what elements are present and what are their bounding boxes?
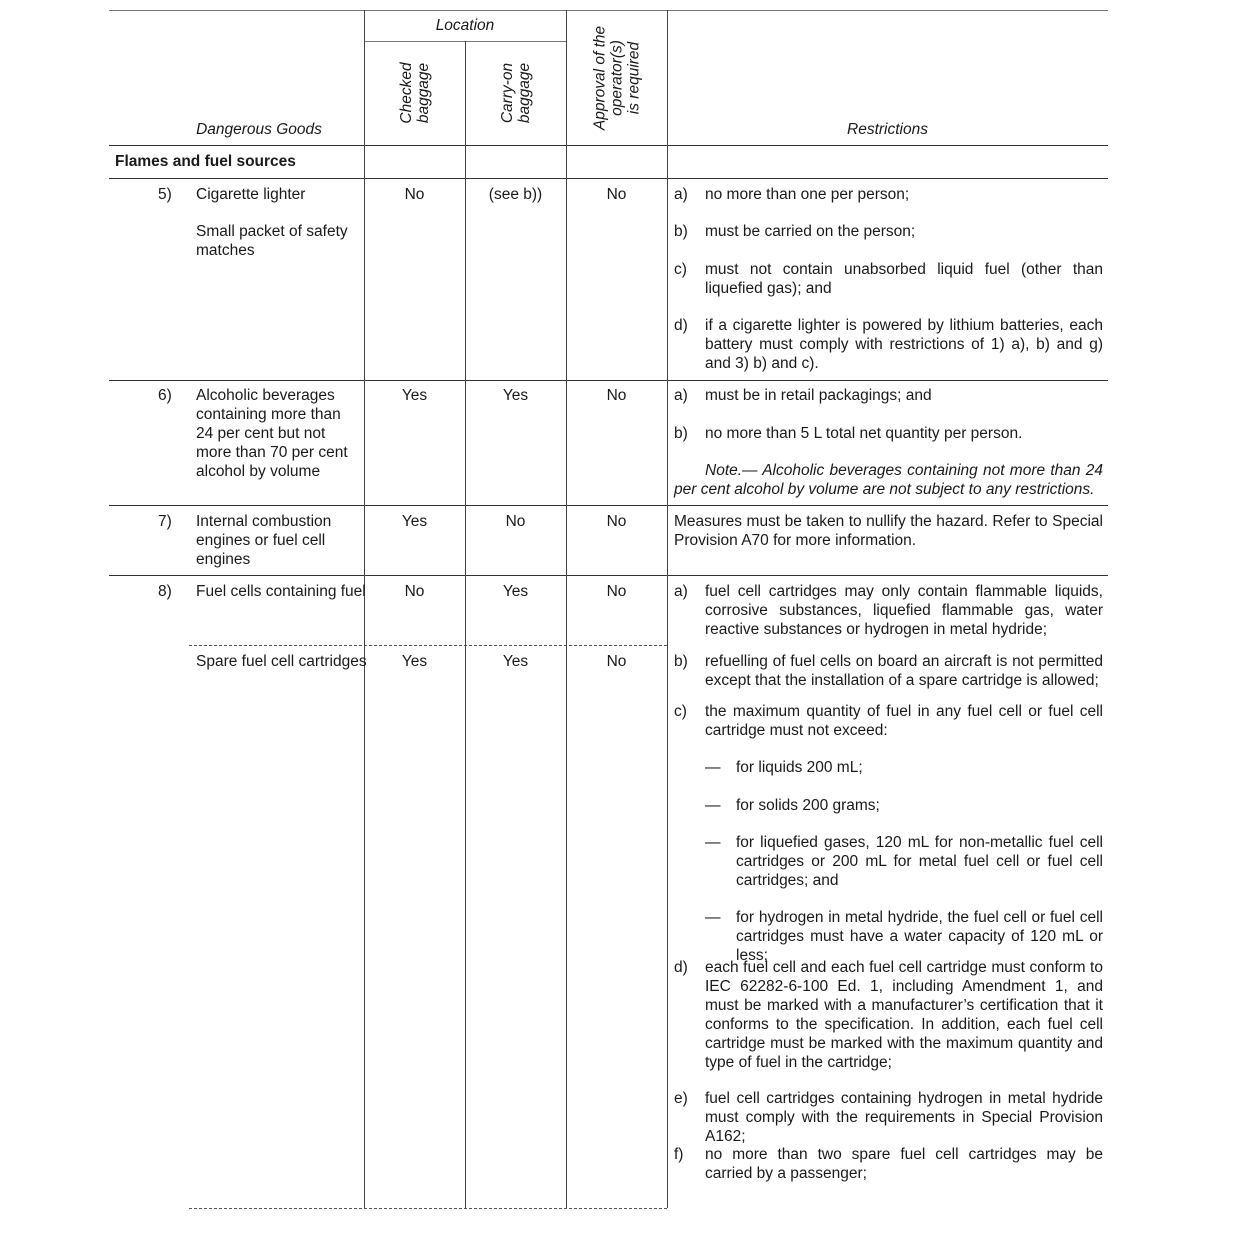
header-bottom-rule	[109, 145, 1108, 146]
restriction-label: a)	[674, 186, 688, 203]
approval-header: Approval of the operator(s) is required	[591, 25, 643, 131]
row7-restriction: Measures must be taken to nullify the hazard. Refer to Special Provision A70 for more information.	[674, 513, 1103, 549]
row7-number: 7)	[158, 513, 172, 530]
carry-on-baggage-header: Carry-on baggage	[499, 62, 533, 124]
restriction-text: each fuel cell and each fuel cell cartridge must conform to IEC 62282-6-100 Ed. 1, including Amendment 1, and must be marked with a manufacturer’s certification that it conforms to the specification. In addition, each fuel cell cartridge must be marked with the maximum quantity and type of fuel in the cartridge;	[705, 959, 1103, 1071]
row5-approval: No	[606, 186, 627, 203]
restriction-label: a)	[674, 387, 688, 404]
row5-bottom-rule	[109, 380, 1108, 381]
restriction-text: must not contain unabsorbed liquid fuel (other than liquefied gas); and	[705, 261, 1103, 297]
table-top-rule	[109, 10, 1108, 11]
sub-item-text: for liquids 200 mL;	[736, 759, 863, 776]
restriction-label: b)	[674, 653, 688, 670]
row5-checked: No	[404, 186, 425, 203]
restriction-label: e)	[674, 1090, 688, 1107]
row7-bottom-rule	[109, 575, 1108, 576]
row8-item1-approval: No	[606, 583, 627, 600]
restriction-text: must be carried on the person;	[705, 223, 916, 240]
row8-item2-checked: Yes	[401, 653, 428, 670]
column-divider-approval	[667, 10, 668, 1208]
row8-dashed-divider	[189, 645, 667, 646]
row7-checked: Yes	[401, 513, 428, 530]
checked-baggage-header: Checked baggage	[398, 62, 432, 124]
restriction-text: the maximum quantity of fuel in any fuel cell or fuel cell cartridge must not exceed:	[705, 703, 1103, 739]
location-header: Location	[435, 17, 495, 34]
dangerous-goods-header: Dangerous Goods	[196, 121, 322, 138]
column-divider-checked	[465, 41, 466, 1208]
restriction-label: d)	[674, 317, 688, 334]
table-bottom-dashed-rule	[189, 1208, 667, 1209]
row8-item1-carry: Yes	[502, 583, 529, 600]
restriction-text: if a cigarette lighter is powered by lithium batteries, each battery must comply with restrictions of 1) a), b) and g) and 3) b) and c).	[705, 317, 1103, 372]
restrictions-header: Restrictions	[847, 121, 928, 138]
row5-carry: (see b))	[488, 186, 543, 203]
row7-carry: No	[505, 513, 526, 530]
row6-number: 6)	[158, 387, 172, 404]
row6-approval: No	[606, 387, 627, 404]
row6-carry: Yes	[502, 387, 529, 404]
restriction-text: no more than one per person;	[705, 186, 910, 203]
restriction-text: fuel cell cartridges may only contain flammable liquids, corrosive substances, liquefied flammable gas, water reactive substances or hydrogen in metal hydride;	[705, 583, 1103, 638]
restriction-label: b)	[674, 223, 688, 240]
row8-item-fuel-cells: Fuel cells containing fuel	[196, 583, 366, 600]
restriction-text: refuelling of fuel cells on board an aircraft is not permitted except that the installation of a spare cartridge is allowed;	[705, 653, 1103, 689]
restriction-text: no more than 5 L total net quantity per person.	[705, 425, 1023, 442]
row6-note: Note.— Alcoholic beverages containing not more than 24 per cent alcohol by volume are not subject to any restrictions.	[674, 462, 1103, 498]
sub-item-dash: —	[705, 759, 721, 776]
row8-item2-approval: No	[606, 653, 627, 670]
row8-item1-checked: No	[404, 583, 425, 600]
restriction-label: d)	[674, 959, 688, 976]
row5-number: 5)	[158, 186, 172, 203]
sub-item-text: for solids 200 grams;	[736, 797, 880, 814]
row6-checked: Yes	[401, 387, 428, 404]
restriction-text: no more than two spare fuel cell cartridges may be carried by a passenger;	[705, 1146, 1103, 1182]
restriction-label: b)	[674, 425, 688, 442]
sub-item-dash: —	[705, 834, 721, 851]
restriction-label: c)	[674, 261, 687, 278]
sub-item-text: for hydrogen in metal hydride, the fuel cell or fuel cell cartridges must have a water capacity of 120 mL or less;	[736, 909, 1103, 964]
row8-number: 8)	[158, 583, 172, 600]
row8-item2-carry: Yes	[502, 653, 529, 670]
row7-item: Internal combustion engines or fuel cell engines	[196, 513, 332, 568]
restriction-label: c)	[674, 703, 687, 720]
row7-approval: No	[606, 513, 627, 530]
sub-item-dash: —	[705, 797, 721, 814]
section-bottom-rule	[109, 178, 1108, 179]
sub-item-dash: —	[705, 909, 721, 926]
restriction-text: fuel cell cartridges containing hydrogen in metal hydride must comply with the requirements in Special Provision A162;	[705, 1090, 1103, 1145]
row6-bottom-rule	[109, 505, 1108, 506]
row6-item: Alcoholic beverages containing more than 24 per cent but not more than 70 per cent alcohol by volume	[196, 387, 348, 480]
sub-item-text: for liquefied gases, 120 mL for non-metallic fuel cell cartridges or 200 mL for metal fuel cell or fuel cell cartridges; and	[736, 834, 1103, 889]
row5-item-matches: Small packet of safety matches	[196, 223, 348, 259]
restriction-text: must be in retail packagings; and	[705, 387, 932, 404]
row5-item-lighter: Cigarette lighter	[196, 186, 306, 203]
restriction-label: a)	[674, 583, 688, 600]
section-title: Flames and fuel sources	[115, 153, 296, 170]
row8-item-spare-cartridges: Spare fuel cell cartridges	[196, 653, 367, 670]
restriction-label: f)	[674, 1146, 684, 1163]
